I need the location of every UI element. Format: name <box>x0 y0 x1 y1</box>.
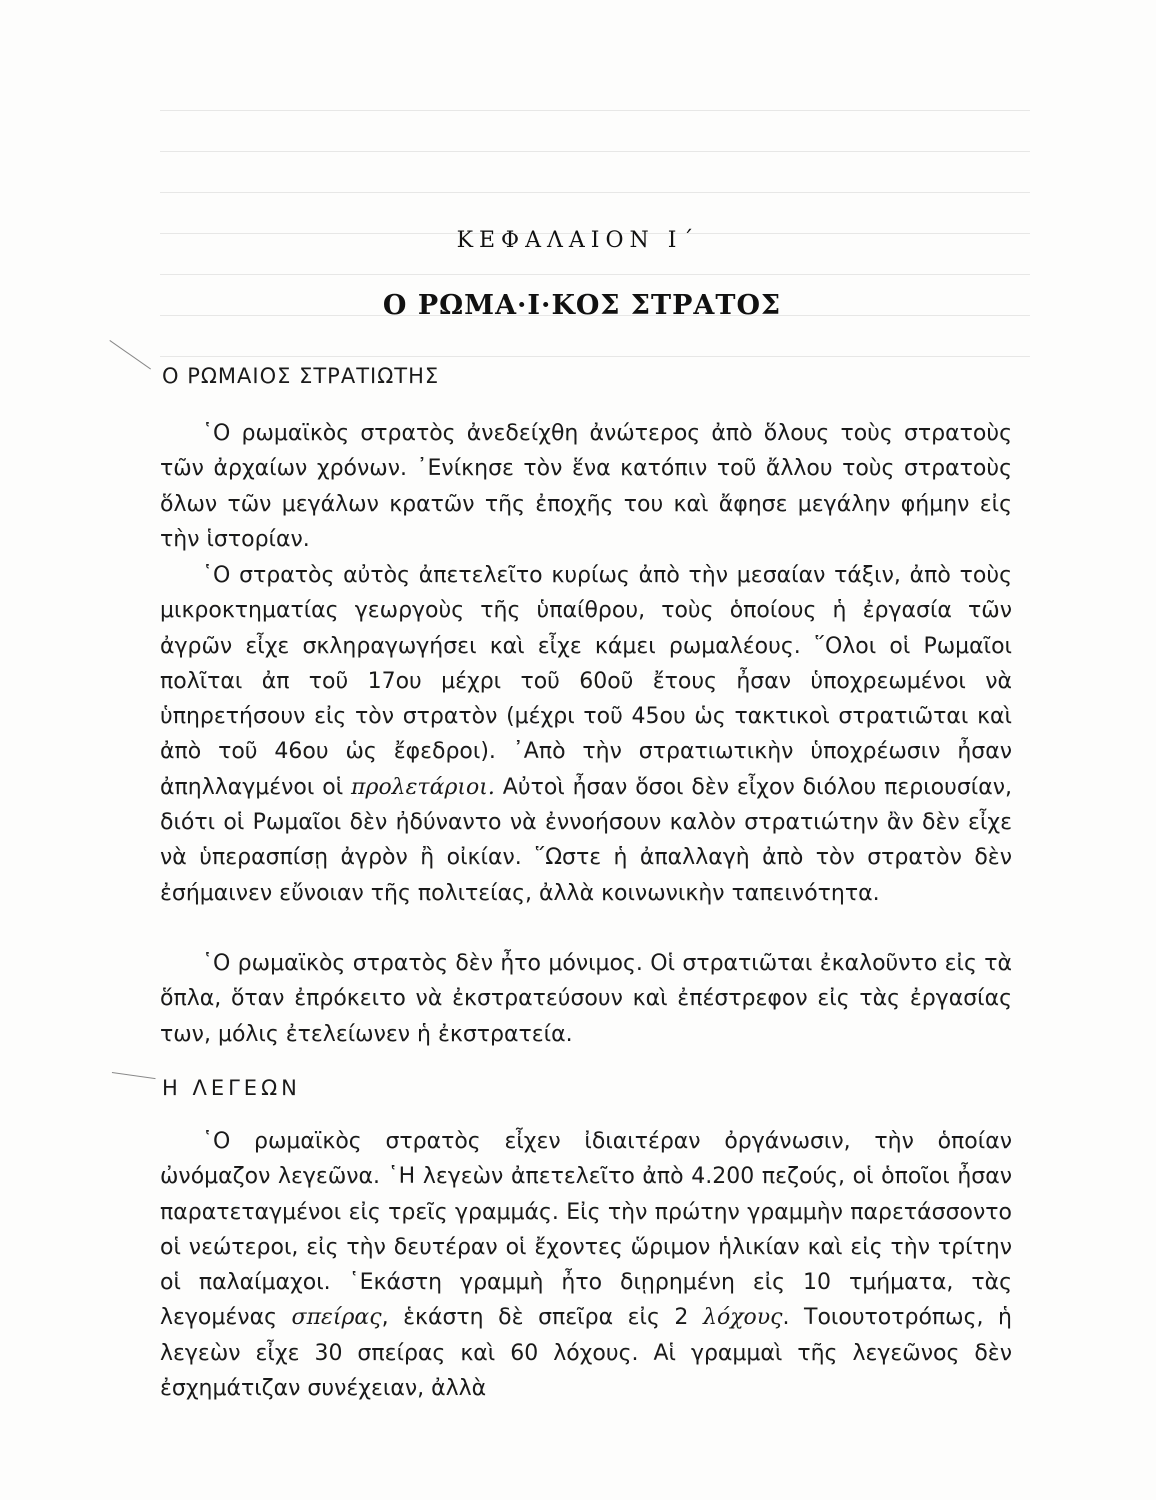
section-heading: Η ΛΕΓΕΩΝ <box>162 1076 301 1100</box>
paragraph: ῾Ο ρωμαϊκὸς στρατὸς ἀνεδείχθη ἀνώτερος ἀπὸ ὅλους τοὺς στρατοὺς τῶν ἀρχαίων χρόνων. ᾿Ενίκησε τὸν ἕνα κατόπιν τοῦ ἄλλου τοὺς στρατοὺς ὅλων τῶν μεγάλων κρατῶν τῆς ἐποχῆς του καὶ ἄφησε μεγάλην φήμην εἰς τὴν ἱστορίαν. <box>160 421 1012 552</box>
chapter-title: Ο ΡΩΜΑ·Ι·ΚΟΣ ΣΤΡΑΤΟΣ <box>382 290 782 321</box>
paragraph-text: ῾Ο στρατὸς αὐτὸς ἀπετελεῖτο κυρίως ἀπὸ τὴν μεσαίαν τάξιν, ἀπὸ τοὺς μικροκτηματίας γεωργοὺς τῆς ὑπαίθρου, τοὺς ὁποίους ἡ ἐργασία τῶν ἀγρῶν εἶχε σκληραγωγήσει καὶ εἶχε κάμει ρωμαλέους. ῞Ολοι οἱ Ρωμαῖοι πολῖται ἀπ τοῦ 17ου μέχρι τοῦ 60οῦ ἔτους ἦσαν ὑποχρεωμένοι νὰ ὑπηρετήσουν εἰς τὸν στρατὸν (μέχρι τοῦ 45ου ὡς τακτικοὶ στρατιῶται καὶ ἀπὸ τοῦ 46ου ὡς ἔφεδροι). ᾿Απὸ τὴν στρατιωτικὴν ὑποχρέωσιν ἦσαν ἀπηλλαγμένοι οἱ <box>160 563 1012 800</box>
paragraph-text: , ἑκάστη δὲ σπεῖρα εἰς 2 <box>381 1305 689 1331</box>
italic-term: σπείρας <box>291 1305 382 1331</box>
italic-term: προλετάριοι. <box>351 774 495 800</box>
italic-term: λόχους <box>703 1305 783 1331</box>
paragraph <box>160 1124 1012 1406</box>
chapter-label: ΚΕΦΑΛΑΙΟΝ Ι΄ <box>456 228 700 253</box>
margin-mark <box>109 340 151 369</box>
paragraph-text: ῾Ο ρωμαϊκὸς στρατὸς εἶχεν ἰδιαιτέραν ὀργάνωσιν, τὴν ὁποίαν ὠνόμαζον λεγεῶνα. ῾Η λεγεὼν ἀπετελεῖτο ἀπὸ 4.200 πεζούς, οἱ ὁποῖοι ἦσαν παρατεταγμένοι εἰς τρεῖς γραμμάς. Εἰς τὴν πρώτην γραμμὴν παρετάσσοντο οἱ νεώτεροι, εἰς τὴν δευτέραν οἱ ἔχοντες ὥριμον ἡλικίαν καὶ εἰς τὴν τρίτην οἱ παλαίμαχοι. ῾Εκάστη γραμμὴ ἦτο διῃρημένη εἰς 10 τμήματα, τὰς λεγομένας <box>160 1129 1012 1331</box>
paragraph <box>160 558 1012 911</box>
paragraph: ῾Ο ρωμαϊκὸς στρατὸς δὲν ἦτο μόνιμος. Οἱ στρατιῶται ἐκαλοῦντο εἰς τὰ ὅπλα, ὅταν ἐπρόκειτο νὰ ἐκστρατεύσουν καὶ ἐπέστρεφον εἰς τὰς ἐργασίας των, μόλις ἐτελείωνεν ἡ ἐκστρατεία. <box>160 951 1012 1047</box>
paragraph-text: . Τοιουτοτρόπως, ἡ λεγεὼν εἶχε 30 σπείρας καὶ 60 λόχους. Αἱ γραμμαὶ τῆς λεγεῶνος δὲν ἐσχημάτιζαν συνέχειαν, ἀλλὰ <box>160 1305 1012 1402</box>
section-heading: Ο ΡΩΜΑΙΟΣ ΣΤΡΑΤΙΩΤΗΣ <box>162 364 440 388</box>
margin-mark <box>112 1072 156 1079</box>
paragraph-text: Αὐτοὶ ἦσαν ὅσοι δὲν εἶχον διόλου περιουσίαν, διότι οἱ Ρωμαῖοι δὲν ἠδύναντο νὰ ἐννοήσουν καλὸν στρατιώτην ἂν δὲν εἶχε νὰ ὑπερασπίσῃ ἀγρὸν ἢ οἰκίαν. ῞Ωστε ἡ ἀπαλλαγὴ ἀπὸ τὸν στρατὸν δὲν ἐσήμαινεν εὔνοιαν τῆς πολιτείας, ἀλλὰ κοινωνικὴν ταπεινότητα. <box>160 774 1013 906</box>
